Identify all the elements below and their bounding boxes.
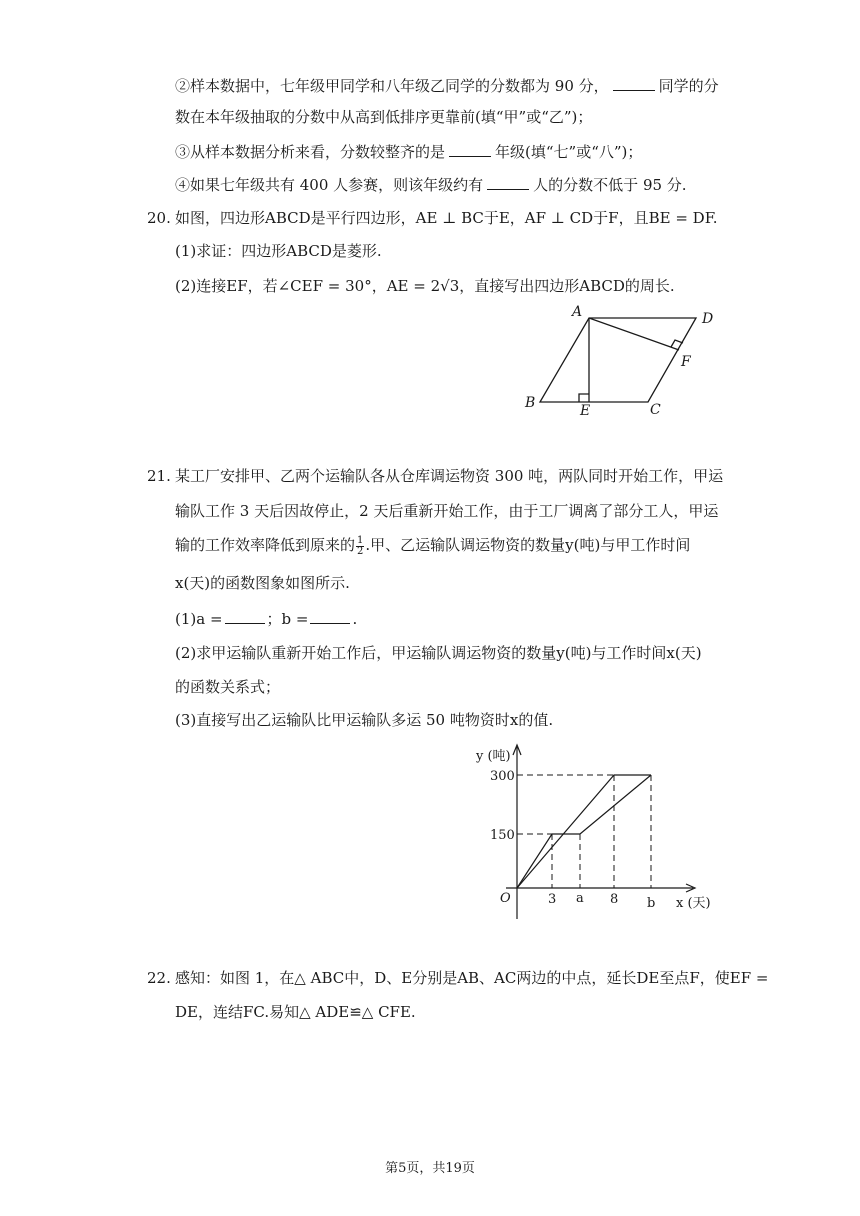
q20-figure [520, 302, 730, 422]
right-angle-mark-e [579, 394, 589, 402]
text: 同学的分 [658, 77, 719, 95]
y-tick-300: 300 [490, 769, 515, 784]
y-tick-150: 150 [490, 828, 515, 843]
answer-blank[interactable] [487, 174, 529, 190]
fraction-one-half [356, 536, 364, 557]
parallelogram-abcd [540, 318, 696, 402]
series-jia [517, 775, 651, 888]
x-tick-8: 8 [610, 892, 619, 907]
q19-item2-line2: 数在本年级抽取的分数中从高到低排序更靠前(填“甲”或“乙”)； [175, 108, 593, 126]
segment-af [589, 318, 679, 350]
q21-line3 [175, 535, 690, 557]
q21-number: 21. [147, 467, 171, 485]
q21-part3: (3)直接写出乙运输队比甲运输队多运 50 吨物资时x的值. [175, 711, 554, 729]
text: ④如果七年级共有 400 人参赛，则该年级约有 [175, 176, 484, 194]
q20-stem: 如图，四边形ABCD是平行四边形，AE ⊥ BC于E，AF ⊥ CD于F，且BE = DF. [175, 209, 718, 227]
q21-function-graph [465, 740, 725, 925]
label-b: B [525, 395, 536, 411]
text: . [352, 610, 358, 628]
text: (1)a = [175, 610, 223, 628]
text: ②样本数据中，七年级甲同学和八年级乙同学的分数都为 90 分， [175, 77, 609, 95]
label-c: C [650, 402, 661, 418]
answer-blank[interactable] [449, 141, 491, 157]
origin-label: O [500, 891, 511, 906]
q21-line2: 输队工作 3 天后因故停止，2 天后重新开始工作，由于工厂调离了部分工人，甲运 [175, 502, 719, 520]
x-tick-3: 3 [548, 892, 557, 907]
x-axis-label: x (天) [676, 896, 711, 911]
q22-line2: DE，连结FC.易知△ ADE≌△ CFE. [175, 1003, 416, 1021]
q21-part1 [175, 608, 357, 629]
label-d: D [702, 311, 714, 327]
text: ③从样本数据分析来看，分数较整齐的是 [175, 143, 446, 161]
answer-blank-b[interactable] [310, 608, 350, 624]
x-tick-a: a [576, 891, 584, 906]
fraction-numerator: 1 [357, 534, 364, 546]
q20-part2: (2)连接EF，若∠CEF = 30°，AE = 2√3，直接写出四边形ABCD的周长. [175, 277, 675, 295]
label-f: F [681, 354, 691, 370]
label-e: E [580, 403, 591, 419]
q22-number: 22. [147, 969, 171, 987]
x-tick-b: b [647, 896, 656, 911]
answer-blank-a[interactable] [225, 608, 265, 624]
text: 年级(填“七”或“八”)； [495, 143, 643, 161]
text: .甲、乙运输队调运物资的数量y(吨)与甲工作时间 [365, 536, 691, 554]
q21-part2-line1: (2)求甲运输队重新开始工作后，甲运输队调运物资的数量y(吨)与工作时间x(天) [175, 644, 702, 662]
y-axis-label: y (吨) [476, 749, 511, 764]
q20-part1: (1)求证：四边形ABCD是菱形. [175, 242, 382, 260]
page-footer: 第5页，共19页 [385, 1161, 475, 1176]
q19-item4 [175, 174, 687, 195]
q22-line1: 感知：如图 1，在△ ABC中，D、E分别是AB、AC两边的中点，延长DE至点F，使EF = [175, 969, 769, 987]
q21-part2-line2: 的函数关系式； [175, 678, 281, 696]
q20-number: 20. [147, 209, 171, 227]
q19-item3 [175, 141, 642, 162]
text: 人的分数不低于 95 分. [533, 176, 687, 194]
answer-blank[interactable] [613, 75, 655, 91]
q21-line4: x(天)的函数图象如图所示. [175, 574, 350, 592]
q19-item2-line1 [175, 75, 719, 96]
text: ；b = [266, 610, 309, 628]
fraction-denominator: 2 [357, 545, 364, 557]
text: 输的工作效率降低到原来的 [175, 536, 356, 554]
q21-line1: 某工厂安排甲、乙两个运输队各从仓库调运物资 300 吨，两队同时开始工作，甲运 [175, 467, 724, 485]
label-a: A [572, 304, 583, 320]
